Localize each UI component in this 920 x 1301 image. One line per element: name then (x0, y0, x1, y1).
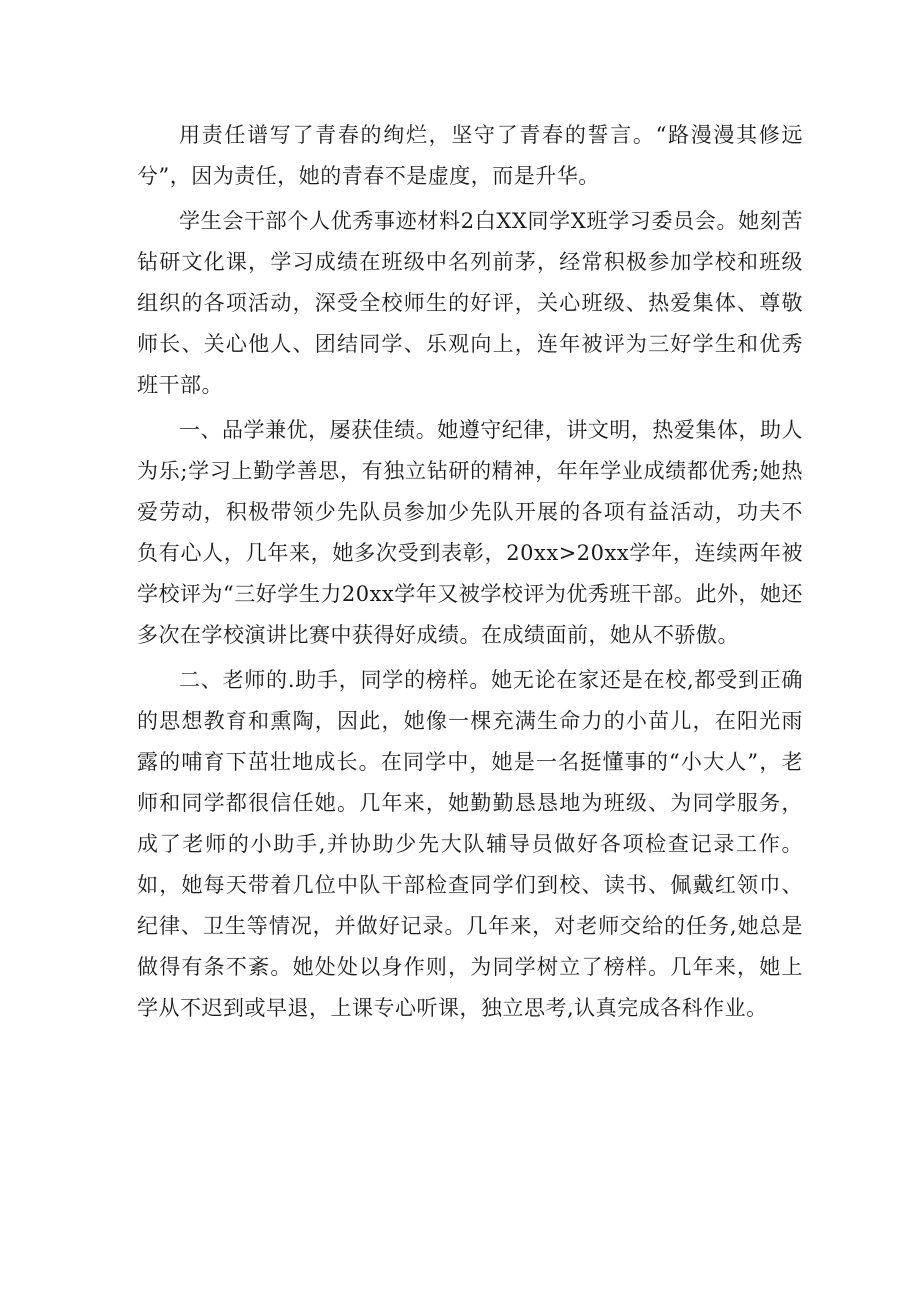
paragraph-section-two: 二、老师的.助手，同学的榜样。她无论在家还是在校,都受到正确的思想教育和熏陶，因此，她像一棵充满生命力的小苗儿，在阳光雨露的哺育下茁壮地成长。在同学中，她是一名挺懂事的“小大人”，老师和同学都很信任她。几年来，她勤勤恳恳地为班级、为同学服务，成了老师的小助手,并协助少先大队辅导员做好各项检查记录工作。如，她每天带着几位中队干部检查同学们到校、读书、佩戴红领巾、纪律、卫生等情况，并做好记录。几年来，对老师交给的任务,她总是做得有条不紊。她处处以身作则，为同学树立了榜样。几年来，她上学从不迟到或早退，上课专心听课，独立思考,认真完成各科作业。 (137, 668, 803, 1020)
paragraph-intro: 用责任谱写了青春的绚烂，坚守了青春的誓言。“路漫漫其修远兮”，因为责任，她的青春不是虚度，而是升华。 (137, 123, 803, 188)
paragraph-profile: 学生会干部个人优秀事迹材料2白XX同学X班学习委员会。她刻苦钻研文化课，学习成绩在班级中名列前茅，经常积极参加学校和班级组织的各项活动，深受全校师生的好评，关心班级、热爱集体、尊敬师长、关心他人、团结同学、乐观向上，连年被评为三好学生和优秀班干部。 (137, 209, 803, 397)
paragraph-section-one: 一、品学兼优，屡获佳绩。她遵守纪律，讲文明，热爱集体，助人为乐;学习上勤学善思，有独立钻研的精神，年年学业成绩都优秀;她热爱劳动，积极带领少先队员参加少先队开展的各项有益活动，功夫不负有心人，几年来，她多次受到表彰，20xx>20xx学年，连续两年被学校评为“三好学生力20xx学年又被学校评为优秀班干部。此外，她还多次在学校演讲比赛中获得好成绩。在成绩面前，她从不骄傲。 (137, 418, 803, 647)
document-body (137, 115, 803, 1033)
